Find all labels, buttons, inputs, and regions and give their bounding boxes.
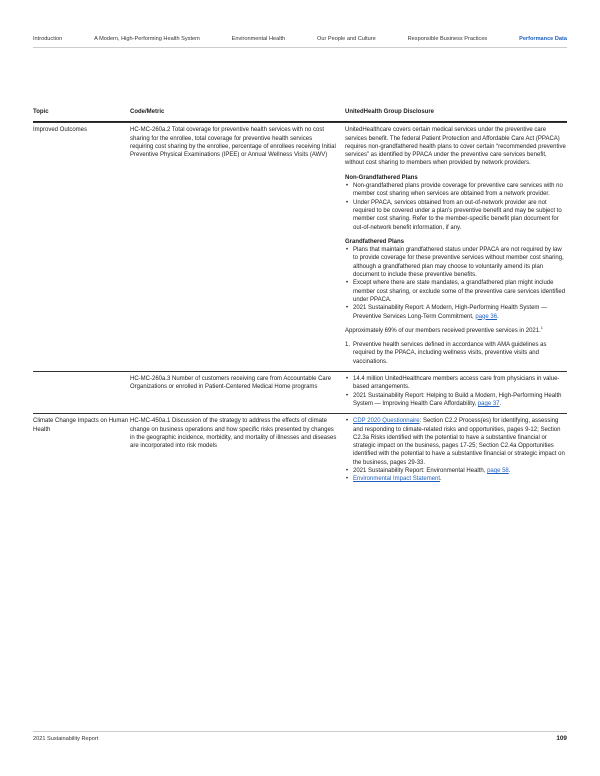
disclosure-list xyxy=(345,417,567,483)
cdp-sections-text: : Section C2.2 Process(es) for identifying, assessing and responding to climate-related risks and opportunities, pages 9-12; Section C2.3a Risks identified with the potential to have a substantive financial or strategic impact on the business, pages 17-25; Section C2.4a Opportunities identified with the potential to have a substantive financial or strategic impact on the business, pages 29-33. xyxy=(353,418,565,466)
nav-introduction[interactable]: Introduction xyxy=(33,36,63,42)
disclosure-intro: UnitedHealthcare covers certain medical services under the preventive care services benefit. The federal Patient Protection and Affordable Care Act (PPACA) requires non-grandfathered health plans to cover certain “recommended preventive services” as identified by PPACA under the preventive care services benefit, without cost sharing to members when provided by network providers. xyxy=(345,127,566,167)
report-reference-text: 2021 Sustainability Report: Environmental Health, xyxy=(353,467,488,474)
row-code-metric: HC-MC-260a.2 Total coverage for preventive health services with no cost sharing for the enrollee, total coverage for preventive health services requiring cost sharing by the enrollee, percentage of enrollees receiving Initial Preventive Physical Examinations (IPEE) or Annual Wellness Visits (AWV) xyxy=(130,127,336,159)
cdp-questionnaire-link[interactable]: CDP 2020 Questionnaire xyxy=(353,418,420,425)
row-code-metric: HC-MC-450a.1 Discussion of the strategy to address the effects of climate change on business operations and how specific risks presented by changes in the geographic incidence, morbidity, and mortality of illnesses and diseases are incorporated into risk models xyxy=(130,418,337,450)
list-item xyxy=(345,467,567,475)
footer-report-title: 2021 Sustainability Report xyxy=(33,736,99,742)
disclosure-list xyxy=(345,375,567,408)
list-item: • Under PPACA, services obtained from an out-of-network provider are not required to be covered under a plan’s preventive benefit and may be subject to member cost sharing. Refer to the member-specific benefit plan document for out-of-network benefit information, if any. xyxy=(345,199,567,232)
preventive-services-statement xyxy=(345,324,567,335)
row-code-metric: HC-MC-260a.3 Number of customers receiving care from Accountable Care Organizations or enrolled in Patient-Centered Medical Home programs xyxy=(130,376,332,391)
top-divider xyxy=(33,47,567,48)
footer-divider xyxy=(33,731,567,732)
nav-responsible-business[interactable]: Responsible Business Practices xyxy=(407,36,488,42)
punctuation: . xyxy=(497,313,499,320)
list-item xyxy=(345,392,567,409)
subheading-non-grandfathered: Non-Grandfathered Plans xyxy=(345,174,418,181)
header-topic: Topic xyxy=(33,109,49,115)
footnotes xyxy=(345,341,567,366)
list-item xyxy=(345,417,567,467)
table-header-row xyxy=(33,108,567,122)
table-row xyxy=(33,413,567,488)
page-number: 109 xyxy=(556,735,567,742)
table-row xyxy=(33,122,567,371)
nav-environmental-health[interactable]: Environmental Health xyxy=(231,36,286,42)
footnote-item: 1. Preventive health services defined in accordance with AMA guidelines as required by the PPACA, including wellness visits, preventive visits and vaccinations. xyxy=(345,341,567,366)
list-item: • Non-grandfathered plans provide coverage for preventive care services with no member cost sharing when services are obtained from a network provider. xyxy=(345,182,567,199)
list-item: • 14.4 million UnitedHealthcare members access care from physicians in value-based arrangements. xyxy=(345,375,567,392)
page-37-link[interactable]: page 37 xyxy=(477,400,500,407)
punctuation: . xyxy=(508,467,511,474)
punctuation: . xyxy=(440,476,442,483)
non-grandfathered-list xyxy=(345,182,567,232)
row-topic-empty xyxy=(33,375,130,408)
row-disclosure xyxy=(345,417,567,483)
list-item xyxy=(345,475,567,483)
list-item xyxy=(345,304,567,321)
header-code-metric: Code/Metric xyxy=(130,109,165,115)
report-reference-text: 2021 Sustainability Report: A Modern, High-Performing Health System — Preventive Services Long-Term Commitment, xyxy=(353,305,548,320)
statement-text: Approximately 69% of our members received preventive services in 2021. xyxy=(345,327,541,334)
row-topic: Improved Outcomes xyxy=(33,127,88,134)
nav-performance-data[interactable]: Performance Data xyxy=(519,36,567,42)
disclosure-table xyxy=(33,108,567,489)
row-topic: Climate Change Impacts on Human Health xyxy=(33,418,129,433)
grandfathered-list xyxy=(345,246,567,321)
table-row xyxy=(33,371,567,413)
page-58-link[interactable]: page 58 xyxy=(487,467,509,474)
header-disclosure: UnitedHealth Group Disclosure xyxy=(345,109,435,115)
subheading-grandfathered: Grandfathered Plans xyxy=(345,238,405,245)
footnote-marker: 1 xyxy=(540,324,543,330)
report-reference-text: 2021 Sustainability Report: Helping to Build a Modern, High-Performing Health System — Improving Health Care Affordability, xyxy=(353,392,562,407)
row-disclosure xyxy=(345,126,567,366)
environmental-impact-statement-link[interactable]: Environmental Impact Statement xyxy=(353,476,441,483)
list-item: • Except where there are state mandates, a grandfathered plan might include member cost sharing, or exclude some of the preventive care services identified under PPACA. xyxy=(345,279,567,304)
nav-people-culture[interactable]: Our People and Culture xyxy=(317,36,376,42)
list-item: • Plans that maintain grandfathered status under PPACA are not required by law to provide coverage for these preventive services without member cost sharing, although a grandfathered plan may choose to voluntarily amend its plan document to include these preventive benefits. xyxy=(345,246,567,279)
row-disclosure xyxy=(345,375,567,408)
top-navigation xyxy=(33,34,567,44)
nav-modern-health-system[interactable]: A Modern, High-Performing Health System xyxy=(94,36,200,42)
punctuation: . xyxy=(499,400,502,407)
page-36-link[interactable]: page 36 xyxy=(475,313,498,320)
